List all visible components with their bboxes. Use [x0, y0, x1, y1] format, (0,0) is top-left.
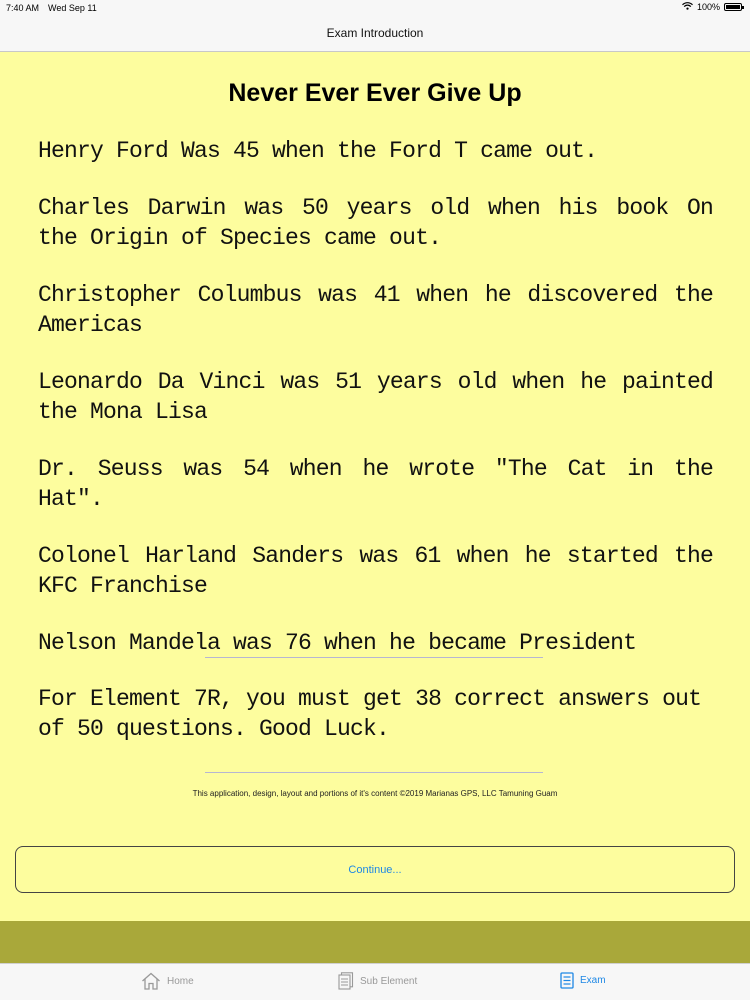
fact-item: Leonardo Da Vinci was 51 years old when he painted the Mona Lisa	[38, 369, 713, 425]
status-date: Wed Sep 11	[48, 3, 97, 13]
tab-home-label: Home	[167, 975, 194, 987]
fact-item: Charles Darwin was 50 years old when his book On the Origin of Species came out.	[38, 195, 713, 251]
copyright-notice: This application, design, layout and portions of it's content ©2019 Marianas GPS, LLC Tamuning Guam	[192, 789, 558, 798]
status-right	[682, 2, 742, 12]
divider-top	[205, 657, 543, 658]
home-icon	[141, 972, 161, 990]
tab-exam[interactable]	[560, 972, 606, 989]
nav-title: Exam Introduction	[326, 26, 424, 40]
status-time: 7:40 AM	[6, 3, 40, 13]
fact-item: Dr. Seuss was 54 when he wrote "The Cat in the Hat".	[38, 456, 713, 512]
document-icon	[338, 972, 354, 990]
divider-bottom	[205, 772, 543, 773]
battery-icon	[724, 3, 742, 11]
tab-bar	[0, 963, 750, 1000]
wifi-icon	[682, 2, 693, 12]
footer-band	[0, 921, 750, 963]
status-bar	[0, 0, 750, 16]
fact-item: Henry Ford Was 45 when the Ford T came out.	[38, 138, 598, 164]
tab-sub-element[interactable]	[338, 972, 417, 990]
fact-item: Nelson Mandela was 76 when he became President	[38, 630, 637, 656]
fact-item: Colonel Harland Sanders was 61 when he started the KFC Franchise	[38, 543, 713, 599]
continue-button[interactable]: Continue...	[15, 846, 735, 893]
tab-sub-element-label: Sub Element	[360, 975, 418, 987]
tab-exam-label: Exam	[580, 975, 606, 986]
battery-percent: 100%	[696, 2, 720, 12]
page-headline: Never Ever Ever Give Up	[228, 79, 522, 107]
tab-home[interactable]	[141, 972, 194, 990]
nav-bar	[0, 16, 750, 52]
exam-icon	[560, 972, 574, 989]
exam-requirement: For Element 7R, you must get 38 correct answers out of 50 questions. Good Luck.	[38, 686, 702, 742]
fact-item: Christopher Columbus was 41 when he discovered the Americas	[38, 282, 713, 338]
facts-list	[38, 136, 713, 685]
